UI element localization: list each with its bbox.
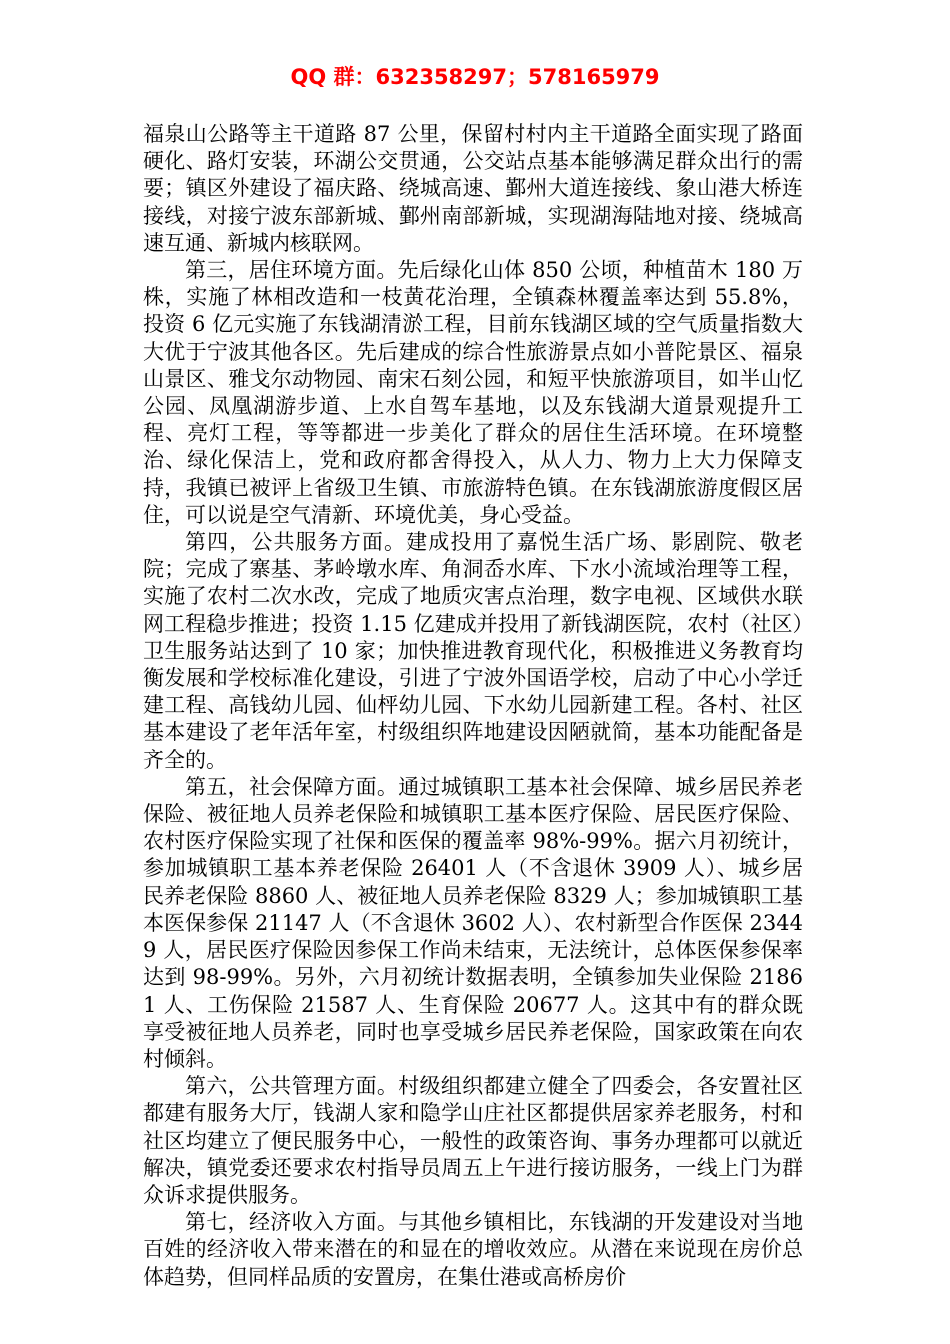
paragraph-road-continuation: 福泉山公路等主干道路 87 公里，保留村村内主干道路全面实现了路面硬化、路灯安装，环湖公交贯通，公交站点基本能够满足群众出行的需要；镇区外建设了福庆路、绕城高速、鄞州大道连接线、象山港大桥连接线，对接宁波东部新城、鄞州南部新城，实现湖海陆地对接、绕城高速互通、新城内核联网。 (143, 122, 803, 255)
paragraph-public-service: 第四，公共服务方面。建成投用了嘉悦生活广场、影剧院、敬老院；完成了寨基、茅岭墩水库、角洞岙水库、下水小流域治理等工程，实施了农村二次水改，完成了地质灾害点治理，数字电视、区域供水联网工程稳步推进；投资 1.15 亿建成并投用了新钱湖医院，农村（社区）卫生服务站达到了 10 家；加快推进教育现代化，积极推进义务教育均衡发展和学校标准化建设，引进了宁波外国语学校，启动了中心小学迁建工程、高钱幼儿园、仙枰幼儿园、下水幼儿园新建工程。各村、社区基本建设了老年活年室，村级组织阵地建设因陋就简，基本功能配备是齐全的。 (143, 530, 803, 772)
qq-group-header: QQ 群：632358297；578165979 (290, 65, 660, 89)
paragraph-living-environment: 第三，居住环境方面。先后绿化山体 850 公顷，种植苗木 180 万株，实施了林相改造和一枝黄花治理，全镇森林覆盖率达到 55.8%，投资 6 亿元实施了东钱湖清淤工程，目前东钱湖区域的空气质量指数大大优于宁波其他各区。先后建成的综合性旅游景点如小普陀景区、福泉山景区、雅戈尔动物园、南宋石刻公园，和短平快旅游项目，如半山忆公园、凤凰湖游步道、上水自驾车基地，以及东钱湖大道景观提升工程、亮灯工程，等等都进一步美化了群众的居住生活环境。在环境整治、绿化保洁上，党和政府都舍得投入，从人力、物力上大力保障支持，我镇已被评上省级卫生镇、市旅游特色镇。在东钱湖旅游度假区居住，可以说是空气清新、环境优美，身心受益。 (143, 258, 803, 527)
paragraph-economic-income: 第七，经济收入方面。与其他乡镇相比，东钱湖的开发建设对当地百姓的经济收入带来潜在的和显在的增收效应。从潜在来说现在房价总体趋势，但同样品质的安置房，在集仕港或高桥房价 (143, 1210, 803, 1289)
document-body (143, 121, 803, 1291)
paragraph-public-management: 第六，公共管理方面。村级组织都建立健全了四委会，各安置社区都建有服务大厅，钱湖人家和隐学山庄社区都提供居家养老服务，村和社区均建立了便民服务中心，一般性的政策咨询、事务办理都可以就近解决，镇党委还要求农村指导员周五上午进行接访服务，一线上门为群众诉求提供服务。 (143, 1074, 803, 1207)
paragraph-social-security: 第五，社会保障方面。通过城镇职工基本社会保障、城乡居民养老保险、被征地人员养老保险和城镇职工基本医疗保险、居民医疗保险、农村医疗保险实现了社保和医保的覆盖率 98%-99%。据六月初统计，参加城镇职工基本养老保险 26401 人（不含退休 3909 人）、城乡居民养老保险 8860 人、被征地人员养老保险 8329 人；参加城镇职工基本医保参保 21147 人（不含退休 3602 人）、农村新型合作医保 23449 人，居民医疗保险因参保工作尚未结束，无法统计，总体医保参保率达到 98-99%。另外，六月初统计数据表明，全镇参加失业保险 21861 人、工伤保险 21587 人、生育保险 20677 人。这其中有的群众既享受被征地人员养老，同时也享受城乡居民养老保险，国家政策在向农村倾斜。 (143, 774, 803, 1071)
